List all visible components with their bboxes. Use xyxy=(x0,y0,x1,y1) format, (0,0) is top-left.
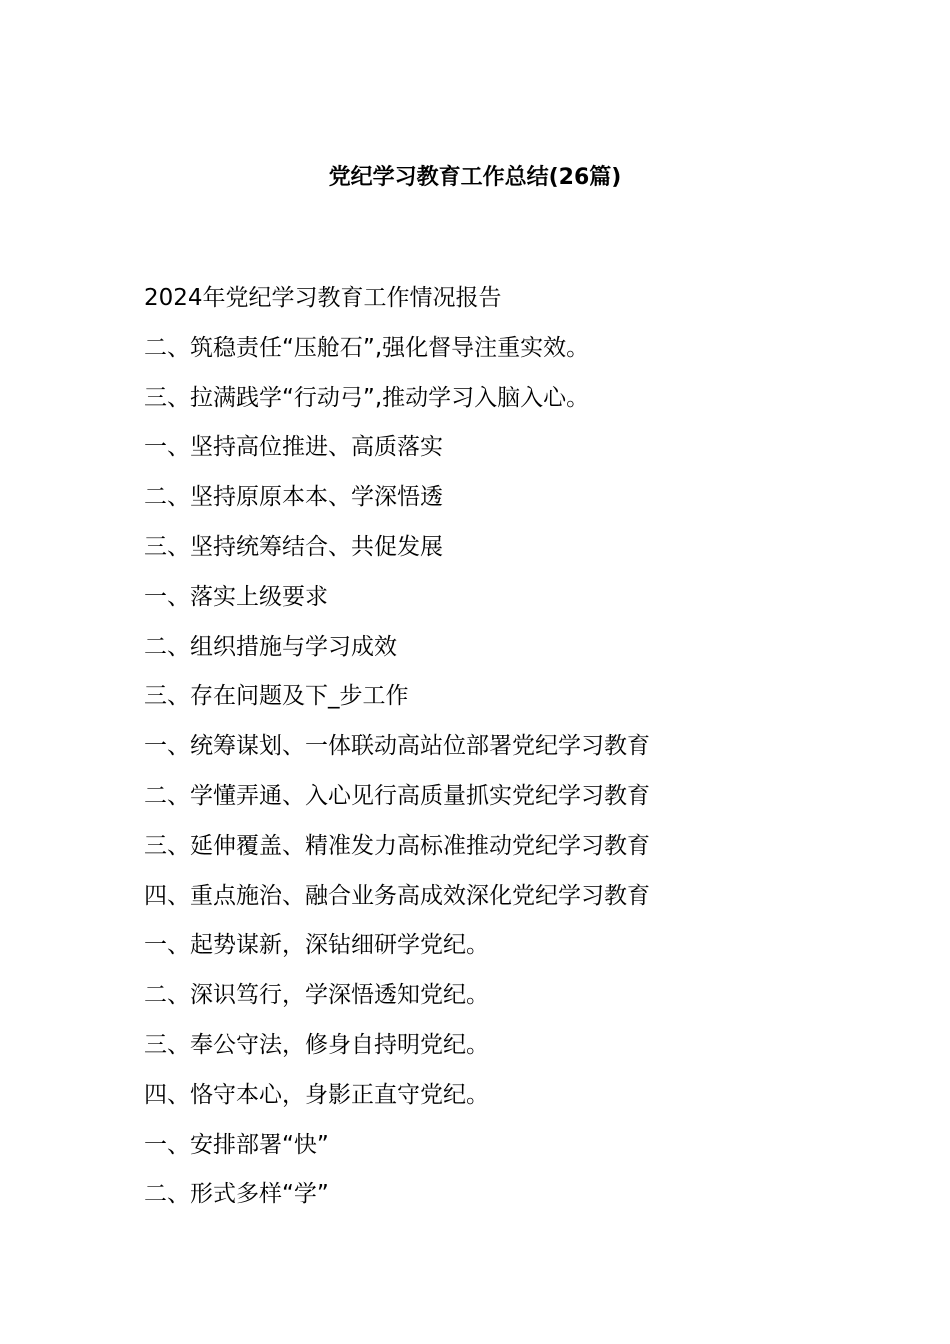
document-line: 四、重点施治、融合业务高成效深化党纪学习教育 xyxy=(144,882,650,909)
document-line: 二、筑稳责任“压舱石”,强化督导注重实效。 xyxy=(144,334,590,361)
document-line: 二、学懂弄通、入心见行高质量抓实党纪学习教育 xyxy=(144,782,650,809)
document-line: 一、统筹谋划、一体联动高站位部署党纪学习教育 xyxy=(144,733,650,760)
document-line: 二、坚持原原本本、学深悟透 xyxy=(144,484,443,511)
document-line: 一、安排部署“快” xyxy=(144,1131,329,1158)
document-line: 一、落实上级要求 xyxy=(144,583,328,610)
document-body xyxy=(144,279,844,1225)
document-line: 一、起势谋新，深钻细研学党纪。 xyxy=(144,932,489,959)
document-line: 2024年党纪学习教育工作情况报告 xyxy=(144,285,502,311)
document-line: 三、存在问题及下_步工作 xyxy=(144,683,409,710)
document-line: 四、恪守本心，身影正直守党纪。 xyxy=(144,1081,489,1108)
document-line: 三、坚持统筹结合、共促发展 xyxy=(144,533,443,560)
document-line: 三、拉满践学“行动弓”,推动学习入脑入心。 xyxy=(144,384,590,411)
document-line: 二、形式多样“学” xyxy=(144,1181,329,1208)
document-line: 三、延伸覆盖、精准发力高标准推动党纪学习教育 xyxy=(144,832,650,859)
document-line: 三、奉公守法，修身自持明党纪。 xyxy=(144,1031,489,1058)
document-line: 二、深识笃行，学深悟透知党纪。 xyxy=(144,982,489,1009)
document-title: 党纪学习教育工作总结(26篇) xyxy=(328,165,622,190)
document-line: 一、坚持高位推进、高质落实 xyxy=(144,434,443,461)
document-line: 二、组织措施与学习成效 xyxy=(144,633,397,660)
